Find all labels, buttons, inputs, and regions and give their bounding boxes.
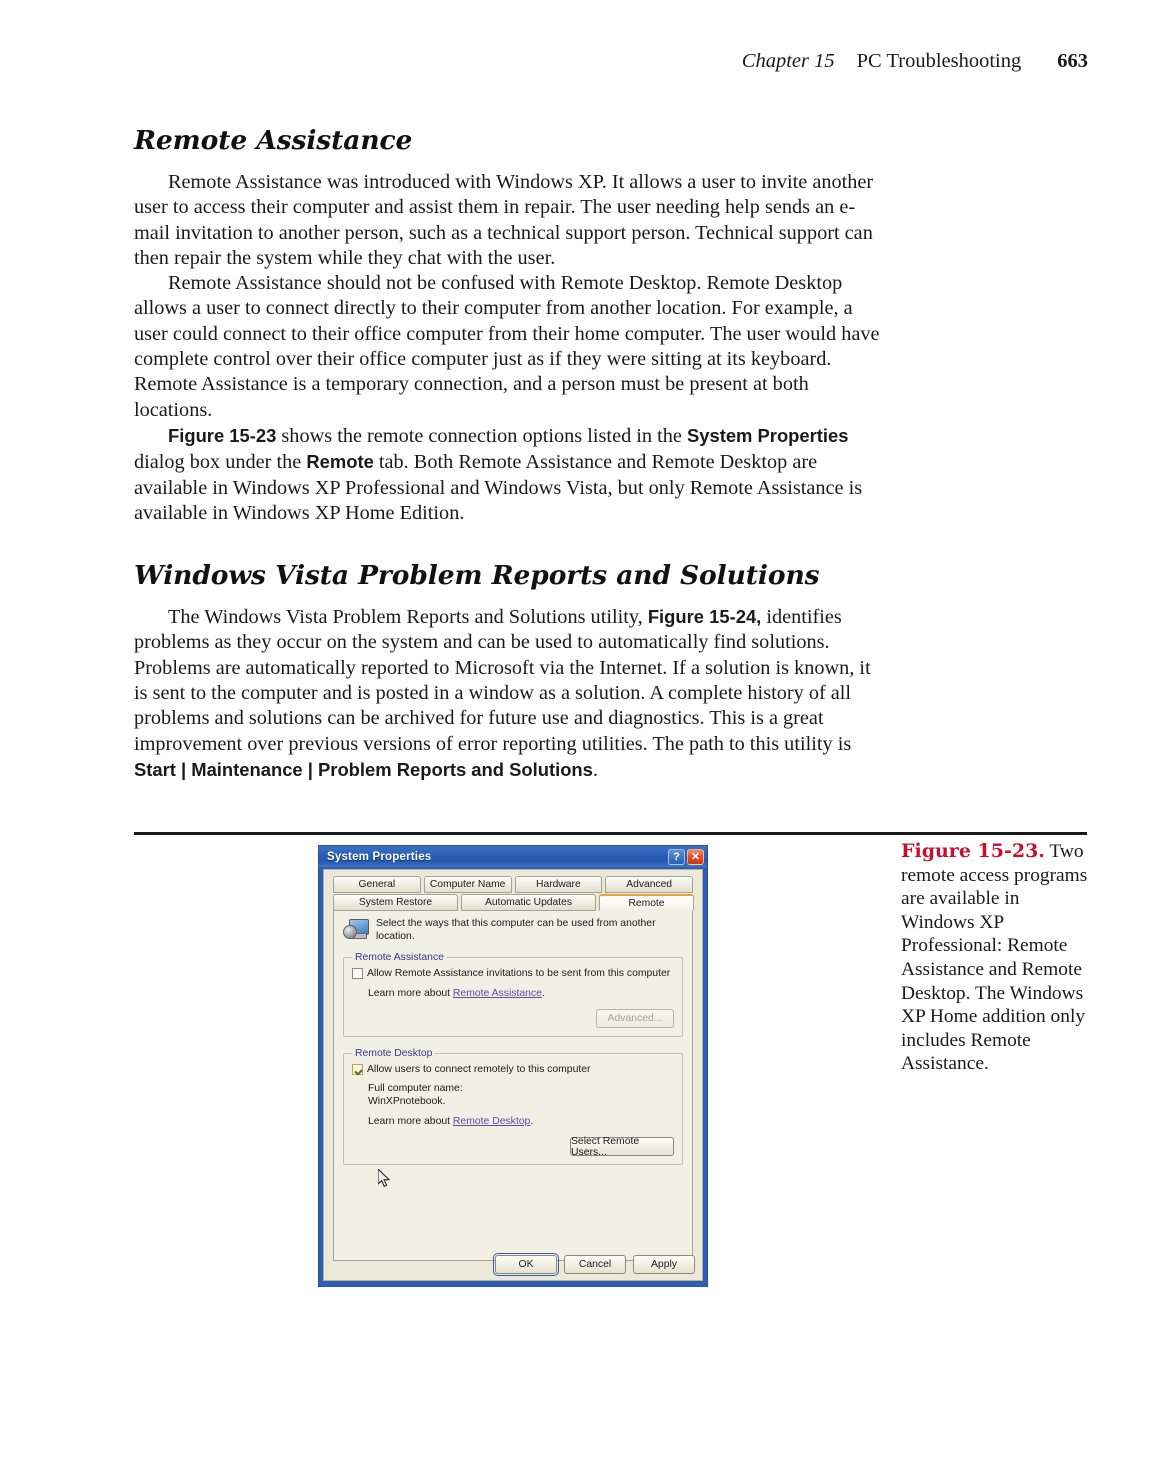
paragraph-text: shows the remote connection options listed in the <box>276 424 687 447</box>
dialog-body <box>323 869 703 1281</box>
advanced-button[interactable]: Advanced... <box>596 1009 674 1028</box>
figure-caption-label: Figure 15-23. <box>901 840 1045 862</box>
checkbox-allow-remote-desktop[interactable] <box>352 1064 674 1076</box>
cancel-button[interactable]: Cancel <box>564 1255 626 1274</box>
learn-more-remote-desktop <box>368 1116 674 1127</box>
learn-more-remote-assistance <box>368 988 674 999</box>
tab-advanced[interactable]: Advanced <box>605 876 693 893</box>
learn-more-suffix: . <box>541 988 545 1000</box>
figure-caption-text: Two remote access programs are available in Windows XP Professional: Remote Assistance and Remote Desktop. The Windows XP Home addition only includes Remote Assistance. <box>901 841 1088 1075</box>
checkbox-icon-checked[interactable] <box>352 1064 363 1075</box>
tab-computer-name[interactable]: Computer Name <box>424 876 512 893</box>
intro-block <box>343 918 683 943</box>
dialog-title: System Properties <box>327 850 432 863</box>
tab-general[interactable]: General <box>333 876 421 893</box>
figure-reference: Figure 15-23 <box>168 424 277 446</box>
link-remote-assistance[interactable]: Remote Assistance <box>452 988 542 1000</box>
full-computer-name-label: Full computer name: <box>368 1083 463 1095</box>
checkbox-allow-remote-assistance[interactable] <box>352 968 674 980</box>
remote-computer-icon <box>343 918 369 942</box>
running-head-title: PC Troubleshooting <box>856 50 1022 72</box>
checkbox-icon-unchecked[interactable] <box>352 968 363 979</box>
tab-system-restore[interactable]: System Restore <box>333 894 458 911</box>
body-text-column <box>134 125 886 783</box>
group-remote-assistance <box>343 952 683 1037</box>
full-computer-name-value: WinXPnotebook. <box>368 1095 446 1107</box>
checkbox-label: Allow Remote Assistance invitations to be sent from this computer <box>367 968 671 980</box>
group-legend-remote-desktop: Remote Desktop <box>355 1048 433 1060</box>
tab-panel-remote <box>333 911 693 1261</box>
checkbox-label: Allow users to connect remotely to this computer <box>367 1064 591 1076</box>
emphasis-remote: Remote <box>306 451 374 473</box>
help-icon[interactable]: ? <box>668 849 685 865</box>
tab-row-primary <box>331 876 695 893</box>
section-heading-remote-assistance: Remote Assistance <box>134 125 413 156</box>
paragraph-figure-reference <box>134 423 886 526</box>
advanced-button-row <box>352 1009 674 1028</box>
intro-text: Select the ways that this computer can be used from another location. <box>376 918 656 942</box>
ok-button[interactable]: OK <box>495 1255 557 1274</box>
close-icon[interactable]: ✕ <box>687 849 704 865</box>
tab-hardware[interactable]: Hardware <box>515 876 603 893</box>
full-computer-name-block <box>368 1083 674 1108</box>
paragraph-problem-reports <box>134 604 886 783</box>
running-head <box>742 50 1088 73</box>
running-head-chapter: Chapter 15 <box>741 50 835 72</box>
emphasis-menu-path: Start | Maintenance | Problem Reports and Solutions <box>134 758 593 780</box>
paragraph: Remote Assistance was introduced with Windows XP. It allows a user to invite another user to access their computer and assist them in repair. The user needing help sends an e-mail invitation to another person, such as a technical support person. Technical support can then repair the system while they chat with the user. <box>134 171 874 269</box>
group-legend-remote-assistance: Remote Assistance <box>355 952 444 964</box>
group-remote-desktop <box>343 1048 683 1165</box>
learn-more-prefix: Learn more about <box>368 1116 453 1128</box>
paragraph-text: identifies problems as they occur on the system and can be used to automatically find solutions. Problems are automatically reported to Microsoft via the Internet. If a solution is known, it is sent to the computer and is posted in a window as a solution. A complete history of all problems and solutions can be archived for future use and diagnostics. This is a great improvement over previous versions of error reporting utilities. The path to this utility is <box>134 606 871 755</box>
section-heading-problem-reports: Windows Vista Problem Reports and Solutions <box>134 560 820 592</box>
page-number: 663 <box>1057 50 1088 72</box>
paragraph-text: . <box>592 758 598 781</box>
emphasis-system-properties: System Properties <box>686 424 849 446</box>
dialog-footer-buttons <box>331 1255 695 1274</box>
tab-remote[interactable]: Remote <box>599 894 694 911</box>
link-remote-desktop[interactable]: Remote Desktop <box>452 1116 531 1128</box>
figure-caption <box>901 840 1091 1076</box>
dialog-titlebar <box>319 846 707 867</box>
learn-more-prefix: Learn more about <box>368 988 453 1000</box>
paragraph-text: The Windows Vista Problem Reports and Solutions utility, <box>168 606 648 629</box>
figure-divider-rule <box>134 832 1087 835</box>
paragraph-text: dialog box under the <box>134 451 307 474</box>
tab-automatic-updates[interactable]: Automatic Updates <box>461 894 596 911</box>
select-users-button-row <box>352 1137 674 1156</box>
paragraph-text: tab. Both Remote Assistance and Remote Desktop are available in Windows XP Professional and Windows Vista, but only Remote Assistance is available in Windows XP Home Edition. <box>134 451 863 524</box>
system-properties-dialog-screenshot <box>318 845 708 1287</box>
learn-more-suffix: . <box>530 1116 534 1128</box>
tab-row-secondary <box>331 894 695 911</box>
paragraph: Remote Assistance should not be confused with Remote Desktop. Remote Desktop allows a user to connect directly to their computer from another location. For example, a user could connect to their office computer from their home computer. The user would have complete control over their office computer just as if they were sitting at its keyboard. Remote Assistance is a temporary connection, and a person must be present at both locations. <box>134 272 880 421</box>
apply-button[interactable]: Apply <box>633 1255 695 1274</box>
select-remote-users-button[interactable]: Select Remote Users... <box>570 1137 674 1156</box>
figure-reference: Figure 15-24, <box>647 606 762 628</box>
